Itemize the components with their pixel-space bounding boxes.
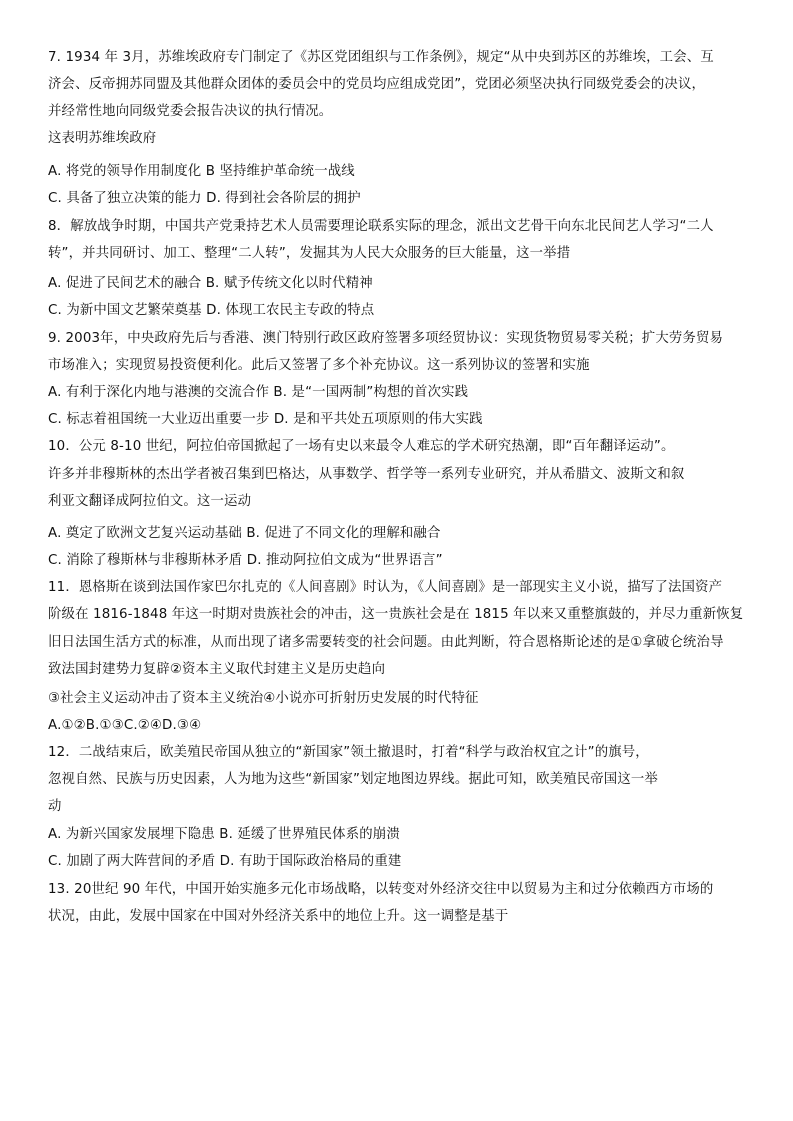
q12-options-line-2: C. 加剧了两大阵营间的矛盾 D. 有助于国际政治格局的重建 (48, 854, 402, 869)
q8-stem-line-2: 转”，并共同研讨、加工、整理“二人转”，发掘其为人民大众服务的巨大能量，这一举措 (48, 246, 571, 261)
q11-stem-line-2: 阶级在 1816-1848 年这一时期对贵族社会的冲击，这一贵族社会是在 1815 年以来又重整旗鼓的，并尽力重新恢复 (48, 607, 744, 622)
q7-stem-line-2: 济会、反帝拥苏同盟及其他群众团体的委员会中的党员均应组成党团”，党团必须坚决执行同级党委会的决议， (48, 77, 706, 92)
q11-stem-line-3: 旧日法国生活方式的标准，从而出现了诸多需要转变的社会问题。由此判断，符合恩格斯论述的是①拿破仑统治导 (48, 635, 724, 650)
q8-options-line-2: C. 为新中国文艺繁荣奠基 D. 体现工农民主专政的特点 (48, 303, 375, 318)
q10-stem-line-2: 许多并非穆斯林的杰出学者被召集到巴格达，从事数学、哲学等一系列专业研究，并从希腊文、波斯文和叙 (48, 467, 685, 482)
q12-stem-line-2: 忽视自然、民族与历史因素，人为地为这些“新国家”划定地图边界线。据此可知，欧美殖民帝国这一举 (48, 772, 658, 787)
q8-options-line-1: A. 促进了民间艺术的融合 B. 赋予传统文化以时代精神 (48, 276, 373, 291)
q13-stem-line-2: 状况，由此，发展中国家在中国对外经济关系中的地位上升。这一调整是基于 (48, 909, 509, 924)
q10-stem-line-3: 利亚文翻译成阿拉伯文。这一运动 (48, 494, 252, 509)
q9-options-line-2: C. 标志着祖国统一大业迈出重要一步 D. 是和平共处五项原则的伟大实践 (48, 412, 483, 427)
q12-stem-line-3: 动 (48, 799, 62, 814)
q7-stem-line-3: 并经常性地向同级党委会报告决议的执行情况。 (48, 104, 333, 119)
q7-stem-line-1: 7. 1934 年 3月，苏维埃政府专门制定了《苏区党团组织与工作条例》，规定“从中央到苏区的苏维埃，工会、互 (48, 50, 714, 65)
q7-options-line-2: C. 具备了独立决策的能力 D. 得到社会各阶层的拥护 (48, 191, 361, 206)
q13-stem-line-1: 13. 20世纪 90 年代，中国开始实施多元化市场战略，以转变对外经济交往中以贸易为主和过分依赖西方市场的 (48, 882, 714, 897)
q12-stem-line-1: 12．二战结束后，欧美殖民帝国从独立的“新国家”领土撤退时，打着“科学与政治权宜之计”的旗号， (48, 745, 649, 760)
q12-options-line-1: A. 为新兴国家发展埋下隐患 B. 延缓了世界殖民体系的崩溃 (48, 827, 400, 842)
q11-stem-line-4: 致法国封建势力复辟②资本主义取代封建主义是历史趋向 (48, 662, 386, 677)
q10-options-line-1: A. 奠定了欧洲文艺复兴运动基础 B. 促进了不同文化的理解和融合 (48, 526, 441, 541)
q9-stem-line-2: 市场准入；实现贸易投资便利化。此后又签署了多个补充协议。这一系列协议的签署和实施 (48, 358, 590, 373)
q11-stem-line-1: 11．恩格斯在谈到法国作家巴尔扎克的《人间喜剧》时认为，《人间喜剧》是一部现实主义小说，描写了法国资产 (48, 580, 723, 595)
q11-stem-line-5: ③社会主义运动冲击了资本主义统治④小说亦可折射历史发展的时代特征 (48, 691, 479, 706)
q11-options-line-1: A.①②B.①③C.②④D.③④ (48, 718, 202, 733)
q9-options-line-1: A. 有利于深化内地与港澳的交流合作 B. 是“一国两制”构想的首次实践 (48, 385, 469, 400)
q9-stem-line-1: 9. 2003年，中央政府先后与香港、澳门特别行政区政府签署多项经贸协议：实现货物贸易零关税；扩大劳务贸易 (48, 331, 724, 346)
q10-stem-line-1: 10．公元 8-10 世纪，阿拉伯帝国掀起了一场有史以来最令人难忘的学术研究热潮，即“百年翻译运动”。 (48, 439, 675, 454)
q7-options-line-1: A. 将党的领导作用制度化 B 坚持维护革命统一战线 (48, 164, 355, 179)
q10-options-line-2: C. 消除了穆斯林与非穆斯林矛盾 D. 推动阿拉伯文成为“世界语言” (48, 553, 443, 568)
q8-stem-line-1: 8．解放战争时期，中国共产党秉持艺术人员需要理论联系实际的理念，派出文艺骨干向东北民间艺人学习“二人 (48, 219, 714, 234)
q7-stem-line-4: 这表明苏维埃政府 (48, 131, 157, 146)
